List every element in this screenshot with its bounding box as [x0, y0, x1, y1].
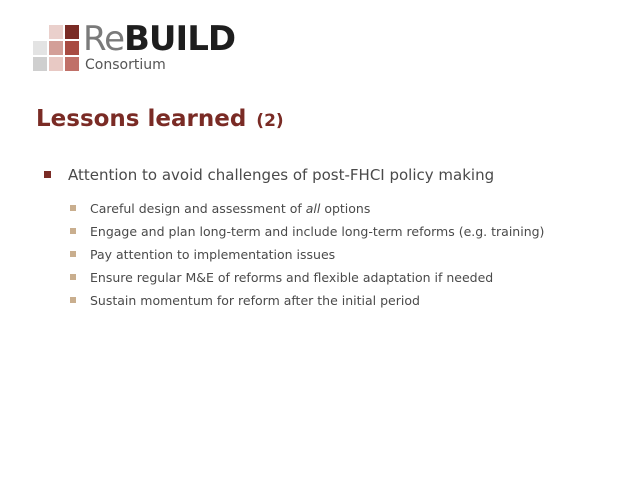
- slide-title-text: Lessons learned: [36, 106, 247, 132]
- logo-subtitle: Consortium: [85, 57, 166, 73]
- square-bullet-icon: [70, 274, 76, 280]
- logo-grid-icon: [33, 25, 79, 74]
- rebuild-logo: [33, 19, 236, 77]
- square-bullet-icon: [70, 228, 76, 234]
- sub-bullet-text: Sustain momentum for reform after the initial period: [90, 293, 420, 308]
- sub-bullet-text: Ensure regular M&E of reforms and flexible adaptation if needed: [90, 270, 494, 285]
- sub-bullet: [70, 292, 604, 309]
- sub-bullet: [70, 223, 604, 240]
- square-bullet-icon: [70, 251, 76, 257]
- logo-re: Re: [83, 19, 125, 59]
- sub-bullet-emphasis: all: [305, 201, 321, 216]
- slide-title-number: (2): [256, 111, 284, 131]
- bullet-list: [44, 164, 604, 315]
- square-bullet-icon: [70, 297, 76, 303]
- logo-build: BUILD: [124, 19, 236, 59]
- logo-wordmark: [83, 19, 235, 59]
- sub-bullet: [70, 200, 604, 217]
- sub-bullet: [70, 246, 604, 263]
- square-bullet-icon: [70, 205, 76, 211]
- sub-bullet-text: Engage and plan long-term and include long-term reforms (e.g. training): [90, 224, 545, 239]
- sub-bullet-text-end: options: [320, 201, 371, 216]
- slide-title: [36, 106, 284, 132]
- sub-bullet-text: Pay attention to implementation issues: [90, 247, 336, 262]
- square-bullet-icon: [44, 171, 51, 178]
- sub-bullet: [70, 269, 604, 286]
- main-bullet-text: Attention to avoid challenges of post-FHCI policy making: [68, 166, 495, 184]
- main-bullet: [44, 164, 604, 186]
- sub-bullet-text: Careful design and assessment of: [90, 201, 306, 216]
